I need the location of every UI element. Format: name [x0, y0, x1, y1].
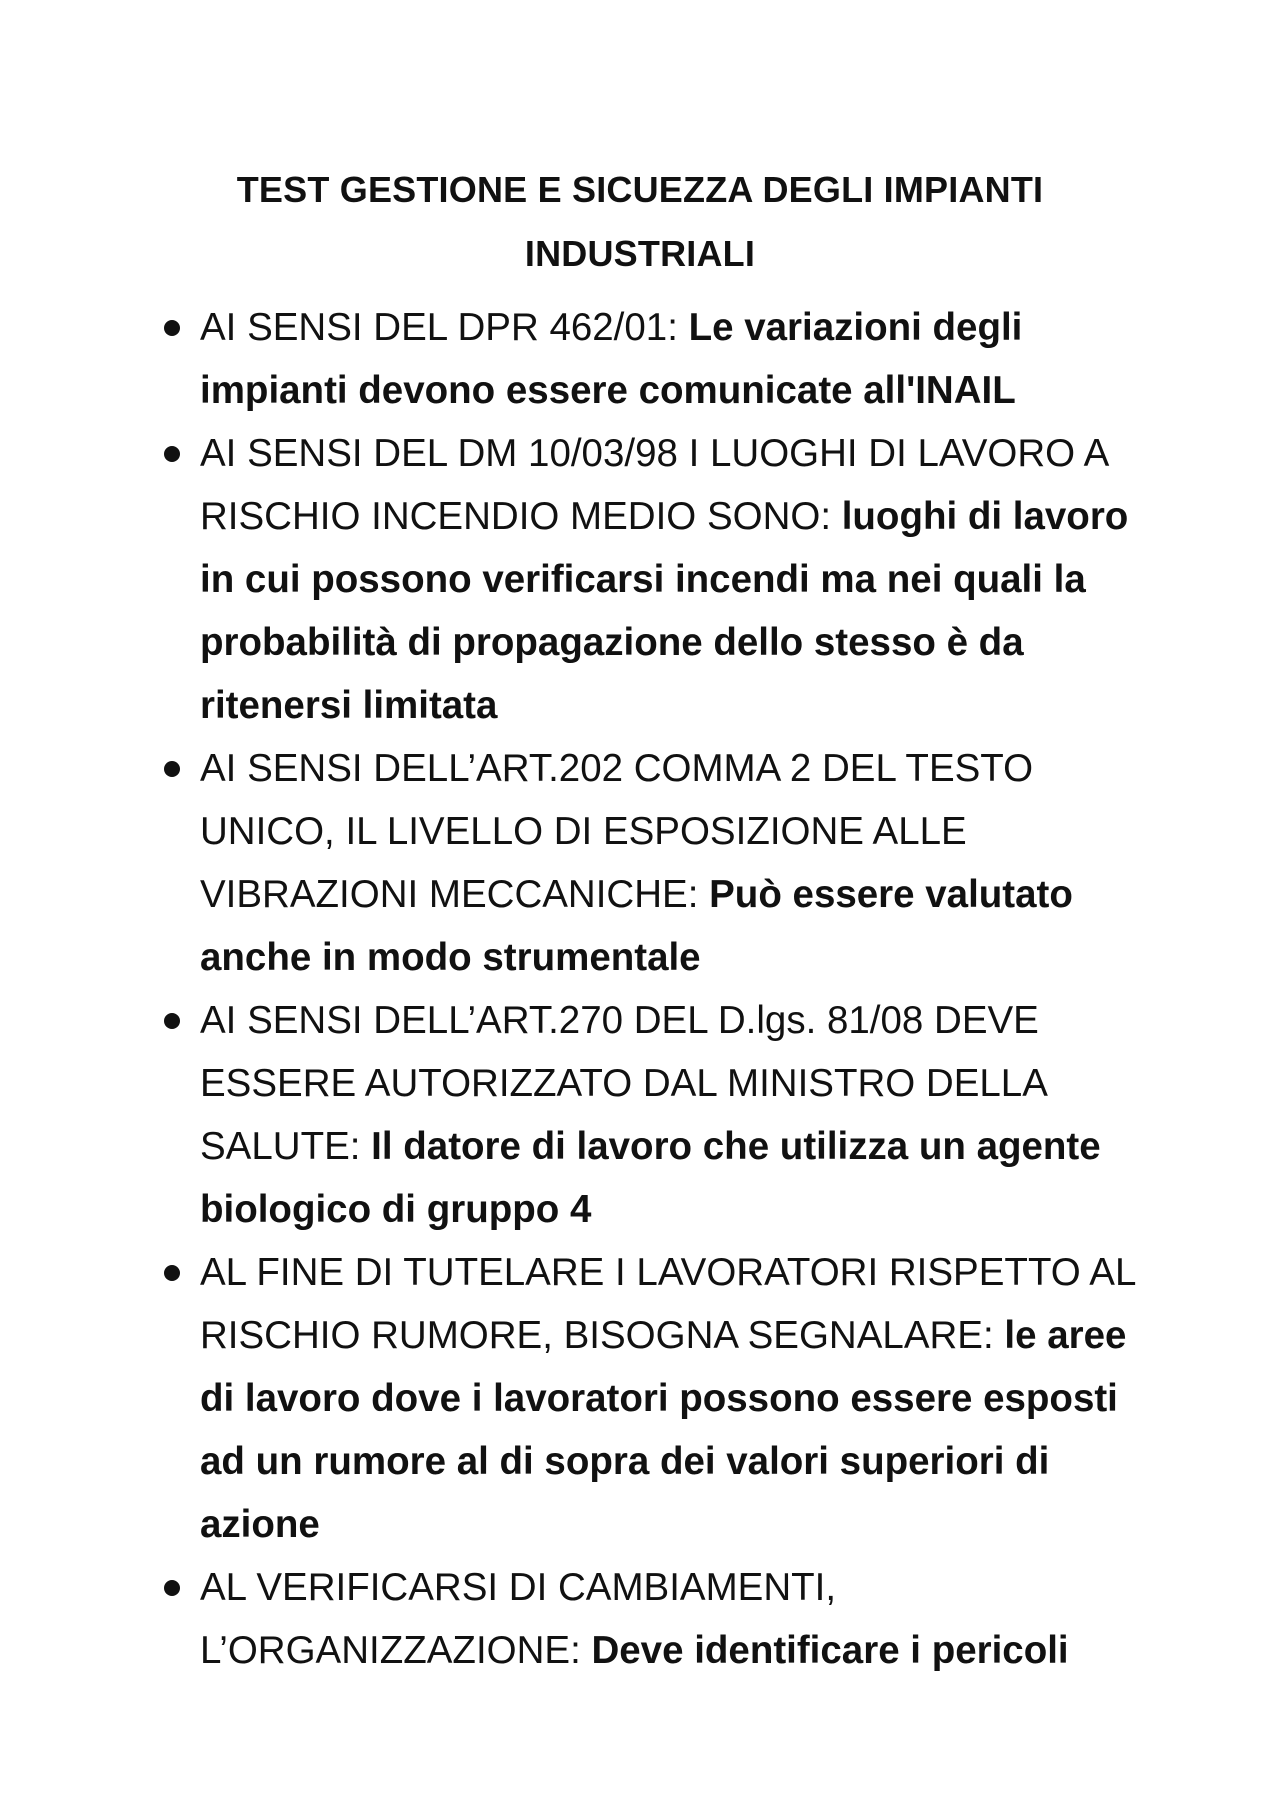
list-item [200, 296, 1160, 422]
answer-text: Il datore di lavoro che utilizza un agente biologico di gruppo 4 [200, 1125, 1101, 1231]
answer-text: luoghi di lavoro in cui possono verificarsi incendi ma nei quali la probabilità di propagazione dello stesso è da ritenersi limitata [200, 495, 1129, 727]
list-item [200, 1241, 1160, 1556]
question-answer-list [200, 296, 1160, 1682]
list-item [200, 1556, 1160, 1682]
bullet-icon [164, 320, 180, 336]
list-item [200, 737, 1160, 989]
answer-text: le aree di lavoro dove i lavoratori possono essere esposti ad un rumore al di sopra dei valori superiori di azione [200, 1314, 1127, 1546]
question-text: AL FINE DI TUTELARE I LAVORATORI RISPETTO AL RISCHIO RUMORE, BISOGNA SEGNALARE: [200, 1251, 1135, 1357]
bullet-icon [164, 446, 180, 462]
bullet-icon [164, 1013, 180, 1029]
list-item [200, 422, 1160, 737]
bullet-icon [164, 761, 180, 777]
document-title [140, 158, 1140, 286]
document-title-line-2: INDUSTRIALI [524, 233, 756, 274]
question-text: AI SENSI DEL DPR 462/01: [200, 306, 689, 349]
document-title-line-1: TEST GESTIONE E SICUEZZA DEGLI IMPIANTI [236, 169, 1044, 210]
answer-text: Deve identificare i pericoli [591, 1629, 1069, 1672]
question-text: AI SENSI DELL’ART.270 DEL D.lgs. 81/08 DEVE ESSERE AUTORIZZATO DAL MINISTRO DELLA SALUTE: [200, 999, 1046, 1168]
bullet-icon [164, 1580, 180, 1596]
answer-text: Le variazioni degli impianti devono essere comunicate all'INAIL [200, 306, 1023, 412]
list-item [200, 989, 1160, 1241]
answer-text: Può essere valutato anche in modo strumentale [200, 873, 1073, 979]
bullet-icon [164, 1265, 180, 1281]
question-text: AI SENSI DEL DM 10/03/98 I LUOGHI DI LAVORO A RISCHIO INCENDIO MEDIO SONO: [200, 432, 1108, 538]
question-text: AI SENSI DELL’ART.202 COMMA 2 DEL TESTO UNICO, IL LIVELLO DI ESPOSIZIONE ALLE VIBRAZIONI MECCANICHE: [200, 747, 1034, 916]
question-text: AL VERIFICARSI DI CAMBIAMENTI, L’ORGANIZZAZIONE: [200, 1566, 837, 1672]
